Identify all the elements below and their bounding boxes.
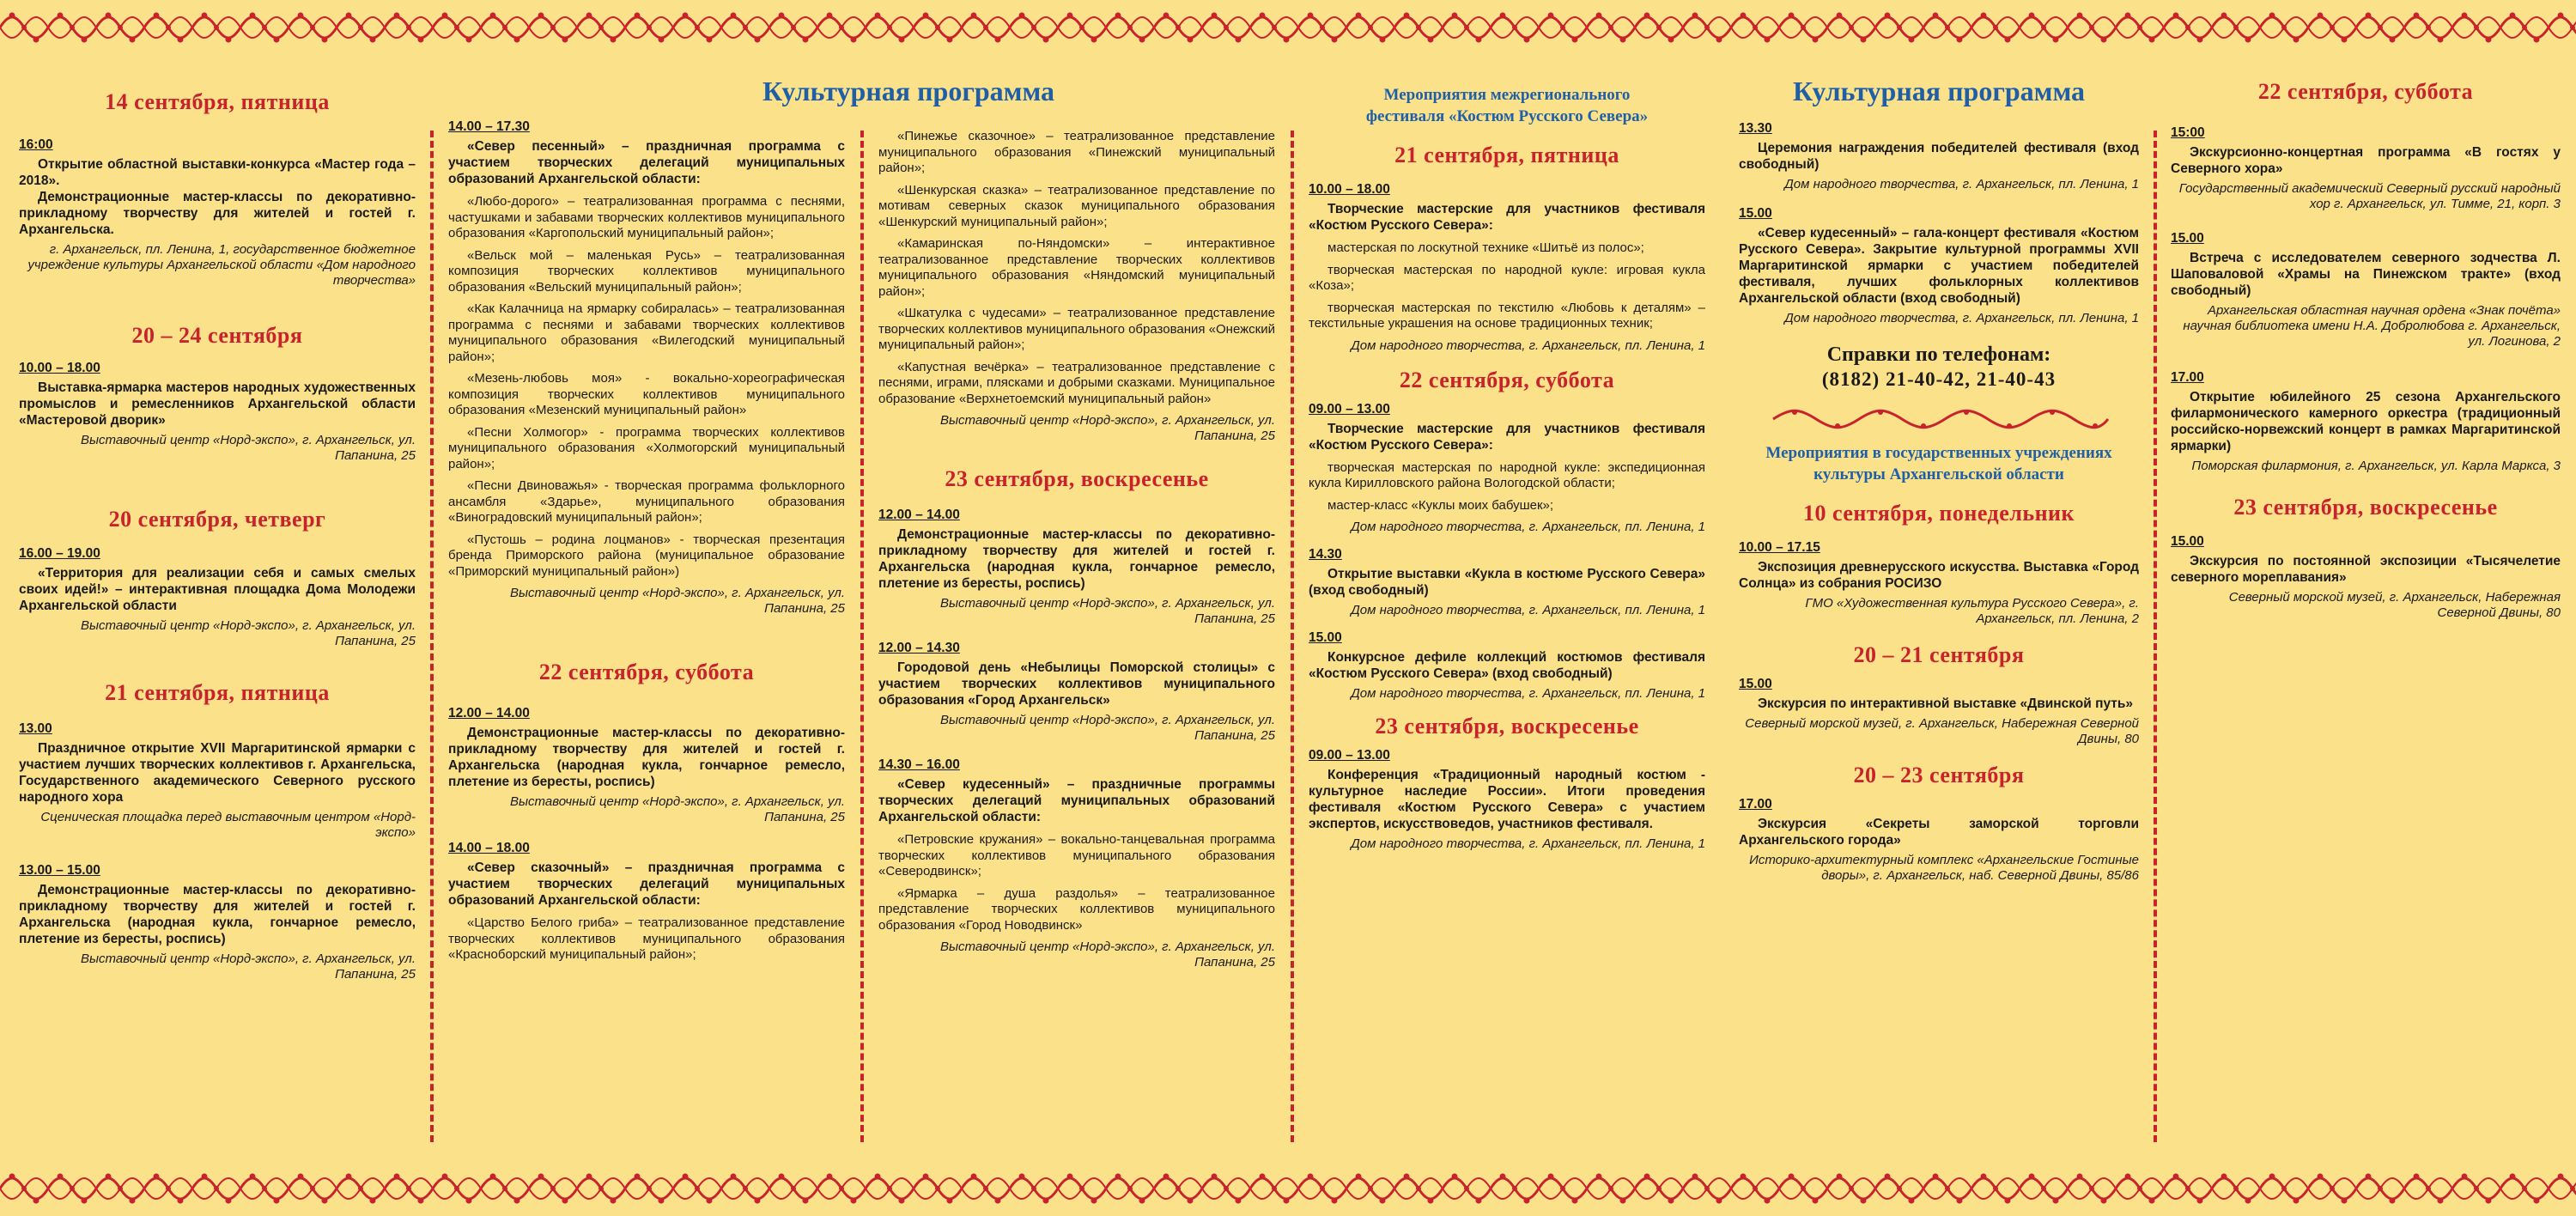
sub-event: «Как Калачница на ярмарку собиралась» – театрализованная программа с песнями и забавами творческих коллективов муниципального образования «Вилегодский муниципальный район»; xyxy=(448,301,845,364)
ornament-border-top xyxy=(0,9,2576,46)
event-time: 10.00 – 18.00 xyxy=(19,361,100,375)
event-place: Выставочный центр «Норд-экспо», г. Архангельск, ул. Папанина, 25 xyxy=(940,596,1275,626)
event-time: 12.00 – 14.30 xyxy=(878,641,960,655)
sub-event: «Шенкурская сказка» – театрализованное представление по мотивам северных сказок муниципального образования «Шенкурский муниципальный район»; xyxy=(878,182,1275,229)
event-place: Выставочный центр «Норд-экспо», г. Архангельск, ул. Папанина, 25 xyxy=(510,794,845,824)
event-place: г. Архангельск, пл. Ленина, 1, государственное бюджетное учреждение культуры Архангельской области «Дом народного творчества» xyxy=(27,242,416,288)
sub-event: «Ярмарка – душа раздолья» – театрализованное представление творческих коллективов муниципального образования «Город Новодвинск» xyxy=(878,885,1275,933)
phone-info-title: Справки по телефонам: xyxy=(1826,344,2051,366)
section-heading: Мероприятия межрегионального фестиваля «Костюм Русского Севера» xyxy=(1365,86,1649,125)
sub-event: «Царство Белого гриба» – театрализованное представление творческих коллективов муниципального образования «Красноборский муниципальный район»; xyxy=(448,915,845,962)
event-time: 16.00 – 19.00 xyxy=(19,546,100,561)
event-place: ГМО «Художественная культура Русского Севера», г. Архангельск, пл. Ленина, 2 xyxy=(1805,596,2139,626)
sub-event: творческая мастерская по народной кукле: игровая кукла «Коза»; xyxy=(1309,262,1705,293)
event-time: 10.00 – 17.15 xyxy=(1739,540,1820,555)
sub-event: творческая мастерская по текстилю «Любовь к деталям» – текстильные украшения на основе традиционных техник; xyxy=(1309,300,1705,331)
event-title: Открытие выставки «Кукла в костюме Русского Севера» (вход свободный) xyxy=(1309,567,1705,598)
event-place: Дом народного творчества, г. Архангельск, пл. Ленина, 1 xyxy=(1351,337,1705,353)
event-title: Творческие мастерские для участников фестиваля «Костюм Русского Севера»: xyxy=(1309,421,1705,453)
sub-event: «Песни Двиноважья» - творческая программа фольклорного ансамбля «Здарье», муниципального образования «Виноградовский муниципальный район»; xyxy=(448,478,845,525)
phone-numbers: (8182) 21-40-42, 21-40-43 xyxy=(1821,368,2057,390)
event-title: Конференция «Традиционный народный костюм - культурное наследие России». Итоги проведения фестиваля «Костюм Русского Севера» с участием экспертов, искусствоведов, участников фестиваля. xyxy=(1309,768,1705,831)
date-heading: 21 сентября, пятница xyxy=(105,680,330,705)
event-time: 13.00 – 15.00 xyxy=(19,863,100,878)
date-heading: 20 сентября, четверг xyxy=(108,507,326,532)
sub-event: «Камаринская по-Няндомски» – интерактивное театрализованное представление творческих коллективов муниципального образования «Няндомский муниципальный район»; xyxy=(878,236,1275,299)
event-title: Экскурсия по постоянной экспозиции «Тысячелетие северного мореплавания» xyxy=(2171,554,2561,585)
event-title: Демонстрационные мастер-классы по декоративно-прикладному творчеству для жителей и гостей г. Архангельска (народная кукла, гончарное ремесло, плетение из бересты, роспись) xyxy=(878,527,1275,591)
column-separator xyxy=(1291,131,1294,1142)
event-place: Выставочный центр «Норд-экспо», г. Архангельск, ул. Папанина, 25 xyxy=(940,413,1275,443)
event-title: «Север кудесенный» – гала-концерт фестиваля «Костюм Русского Севера». Закрытие культурной программы XVII Маргаритинской ярмарки с участием победителей фестиваля, лучших фольклорных коллективов Архангельской области (вход свободный) xyxy=(1739,226,2139,306)
sub-event: «Капустная вечёрка» – театрализованное представление с песнями, играми, плясками и добрыми сказками. Муниципальное образование «Верхнетоемский муниципальный район» xyxy=(878,359,1275,406)
date-heading: 23 сентября, воскресенье xyxy=(945,466,1209,491)
ornament-border-bottom xyxy=(0,1170,2576,1207)
event-time: 17.00 xyxy=(1739,797,1772,812)
event-title: Городовой день «Небылицы Поморской столицы» с участием творческих коллективов муниципального образования «Город Архангельск» xyxy=(878,660,1275,708)
event-time: 12.00 – 14.00 xyxy=(878,508,960,522)
sub-event: мастер-класс «Куклы моих бабушек»; xyxy=(1327,497,1554,513)
column-separator xyxy=(860,131,864,1142)
event-title: Конкурсное дефиле коллекций костюмов фестиваля «Костюм Русского Севера» (вход свободный) xyxy=(1309,650,1705,681)
date-heading: 22 сентября, суббота xyxy=(538,660,755,684)
event-time: 15.00 xyxy=(2171,534,2204,549)
date-heading: 14 сентября, пятница xyxy=(105,89,330,114)
event-place: Дом народного творчества, г. Архангельск, пл. Ленина, 1 xyxy=(1784,311,2139,325)
event-place: Дом народного творчества, г. Архангельск, пл. Ленина, 1 xyxy=(1784,177,2139,192)
event-place: Историко-архитектурный комплекс «Архангельские Гостиные дворы», г. Архангельск, наб. Северной Двины, 85/86 xyxy=(1749,853,2139,883)
date-heading: 21 сентября, пятница xyxy=(1394,143,1619,167)
event-time: 14.00 – 18.00 xyxy=(448,841,530,855)
event-place: Северный морской музей, г. Архангельск, Набережная Северной Двины, 80 xyxy=(2228,590,2561,620)
sub-event: «Песни Холмогор» - программа творческих коллективов муниципального образования «Холмогорский муниципальный район»; xyxy=(448,424,845,471)
event-time: 16:00 xyxy=(19,137,53,152)
event-title: Экспозиция древнерусского искусства. Выставка «Город Солнца» из собрания РОСИЗО xyxy=(1739,560,2139,591)
event-title: Демонстрационные мастер-классы по декоративно-прикладному творчеству для жителей и гостей г. Архангельска (народная кукла, гончарное ремесло, плетение из бересты, роспись) xyxy=(19,883,416,946)
sub-event: «Любо-дорого» – театрализованная программа с песнями, частушками и забавами творческих коллективов муниципального образования «Каргопольский муниципальный район»; xyxy=(448,194,845,240)
event-title: Творческие мастерские для участников фестиваля «Костюм Русского Севера»: xyxy=(1309,202,1705,233)
event-place: Выставочный центр «Норд-экспо», г. Архангельск, ул. Папанина, 25 xyxy=(940,939,1275,970)
column-separator xyxy=(2154,131,2157,1142)
event-place: Северный морской музей, г. Архангельск, Набережная Северной Двины, 80 xyxy=(1745,716,2139,746)
event-time: 10.00 – 18.00 xyxy=(1309,182,1390,197)
section-heading: Мероприятия в государственных учреждениях культуры Архангельской области xyxy=(1765,444,2112,483)
event-time: 15.00 xyxy=(1739,206,1772,221)
event-time: 09.00 – 13.00 xyxy=(1309,401,1390,416)
column-3 xyxy=(870,129,1284,1194)
event-place: Выставочный центр «Норд-экспо», г. Архангельск, ул. Папанина, 25 xyxy=(81,618,416,648)
sub-event: «Петровские кружания» – вокально-танцевальная программа творческих коллективов муниципального образования «Северодвинск»; xyxy=(878,832,1275,879)
event-place: Дом народного творчества, г. Архангельск, пл. Ленина, 1 xyxy=(1351,686,1705,701)
event-time: 17.00 xyxy=(2171,370,2204,385)
event-time: 12.00 – 14.00 xyxy=(448,706,530,720)
section-heading: Культурная программа xyxy=(762,76,1055,106)
event-title: Открытие областной выставки-конкурса «Мастер года – 2018». xyxy=(19,157,416,188)
sub-event: «Пустошь – родина лоцманов» - творческая презентация бренда Приморского района (муниципальное образование «Приморский муниципальный район») xyxy=(448,532,845,579)
event-title: Демонстрационные мастер-классы по декоративно-прикладному творчеству для жителей и гостей г. Архангельска (народная кукла, гончарное ремесло, плетение из бересты, роспись) xyxy=(448,726,845,789)
event-title: «Север кудесенный» – праздничные программы творческих делегаций муниципальных образований Архангельской области: xyxy=(878,777,1275,824)
date-heading: 20 – 24 сентября xyxy=(131,323,303,348)
event-time: 15.00 xyxy=(1739,677,1772,691)
event-place: Сценическая площадка перед выставочным центром «Норд-экспо» xyxy=(40,810,416,840)
event-time: 14.30 xyxy=(1309,547,1342,562)
event-place: Поморская филармония, г. Архангельск, ул. Карла Маркса, 3 xyxy=(2191,459,2561,473)
event-title: «Территория для реализации себя и самых смелых своих идей!» – интерактивная площадка Дома Молодежи Архангельской области xyxy=(19,566,416,613)
event-time: 14.30 – 16.00 xyxy=(878,757,960,772)
event-place: Дом народного творчества, г. Архангельск, пл. Ленина, 1 xyxy=(1351,603,1705,617)
section-heading: Культурная программа xyxy=(1792,76,2086,106)
date-heading: 22 сентября, суббота xyxy=(1399,367,1615,392)
event-time: 15.00 xyxy=(1309,630,1342,645)
sub-event: мастерская по лоскутной технике «Шитьё из полос»; xyxy=(1327,240,1644,255)
event-place: Архангельская областная научная ордена «Знак почёта» научная библиотека имени Н.А. Добролюбова г. Архангельск, ул. Логинова, 2 xyxy=(2183,303,2561,349)
event-time: 15:00 xyxy=(2171,125,2205,140)
event-place: Выставочный центр «Норд-экспо», г. Архангельск, ул. Папанина, 25 xyxy=(81,952,416,982)
event-place: Выставочный центр «Норд-экспо», г. Архангельск, ул. Папанина, 25 xyxy=(940,713,1275,743)
date-heading: 10 сентября, понедельник xyxy=(1802,501,2075,526)
event-place: Государственный академический Северный русский народный хор г. Архангельск, ул. Тимме, 21, корп. 3 xyxy=(2178,181,2561,211)
sub-event: «Шкатулка с чудесами» – театрализованное представление творческих коллективов муниципального образования «Онежский муниципальный район»; xyxy=(878,306,1275,352)
event-title: Демонстрационные мастер-классы по декоративно-прикладному творчеству для жителей и гостей г. Архангельска. xyxy=(19,190,416,237)
event-time: 14.00 – 17.30 xyxy=(448,119,530,134)
sub-event: «Мезень-любовь моя» - вокально-хореографическая композиция творческих коллективов муниципального образования «Мезенский муниципальный район» xyxy=(448,371,845,417)
date-heading: 23 сентября, воскресенье xyxy=(2233,495,2498,520)
sub-event: «Пинежье сказочное» – театрализованное представление муниципального образования «Пинежский муниципальный район»; xyxy=(878,129,1275,175)
date-heading: 20 – 23 сентября xyxy=(1853,763,2025,787)
event-title: Церемония награждения победителей фестиваля (вход свободный) xyxy=(1739,141,2139,172)
event-title: Экскурсия «Секреты заморской торговли Архангельского города» xyxy=(1739,817,2139,848)
column-1 xyxy=(10,89,424,1154)
event-place: Дом народного творчества, г. Архангельск, пл. Ленина, 1 xyxy=(1351,520,1705,534)
event-title: «Север сказочный» – праздничная программа с участием творческих делегаций муниципальных образований Архангельской области: xyxy=(448,860,845,908)
event-title: Праздничное открытие XVII Маргаритинской ярмарки с участием лучших творческих коллективов г. Архангельска, Государственного академического Северного русского народного хора xyxy=(19,741,416,805)
date-heading: 20 – 21 сентября xyxy=(1853,642,2025,667)
date-heading: 23 сентября, воскресенье xyxy=(1375,714,1639,739)
event-place: Дом народного творчества, г. Архангельск, пл. Ленина, 1 xyxy=(1351,836,1705,851)
event-time: 13.00 xyxy=(19,721,52,736)
column-6 xyxy=(2162,79,2569,1144)
ornament-divider xyxy=(1739,408,2139,430)
column-5 xyxy=(1730,76,2148,1140)
event-title: Выставка-ярмарка мастеров народных художественных промыслов и ремесленников Архангельской области «Мастеровой дворик» xyxy=(19,380,416,428)
event-title: «Север песенный» – праздничная программа с участием творческих делегаций муниципальных образований Архангельской области: xyxy=(448,139,845,186)
event-title: Открытие юбилейного 25 сезона Архангельского филармонического камерного оркестра (традиционный российско-норвежский концерт в рамках Маргаритинской ярмарки) xyxy=(2171,390,2561,453)
column-4 xyxy=(1300,84,1714,1149)
column-separator xyxy=(430,131,434,1142)
event-title: Экскурсия по интерактивной выставке «Двинской путь» xyxy=(1758,696,2134,711)
event-place: Выставочный центр «Норд-экспо», г. Архангельск, ул. Папанина, 25 xyxy=(81,433,416,463)
event-time: 15.00 xyxy=(2171,231,2204,246)
event-place: Выставочный центр «Норд-экспо», г. Архангельск, ул. Папанина, 25 xyxy=(510,586,845,616)
event-time: 13.30 xyxy=(1739,121,1772,136)
event-time: 09.00 – 13.00 xyxy=(1309,748,1390,763)
event-title: Экскурсионно-концертная программа «В гостях у Северного хора» xyxy=(2171,145,2561,176)
date-heading: 22 сентября, суббота xyxy=(2257,79,2474,104)
sub-event: «Вельск мой – маленькая Русь» – театрализованная композиция творческих коллективов муниципального образования «Вельский муниципальный район»; xyxy=(448,247,845,295)
sub-event: творческая мастерская по народной кукле: экспедиционная кукла Кирилловского района Вологодской области; xyxy=(1309,459,1705,490)
event-title: Встреча с исследователем северного зодчества Л. Шаповаловой «Храмы на Пинежском тракте» (вход свободный) xyxy=(2171,251,2561,298)
